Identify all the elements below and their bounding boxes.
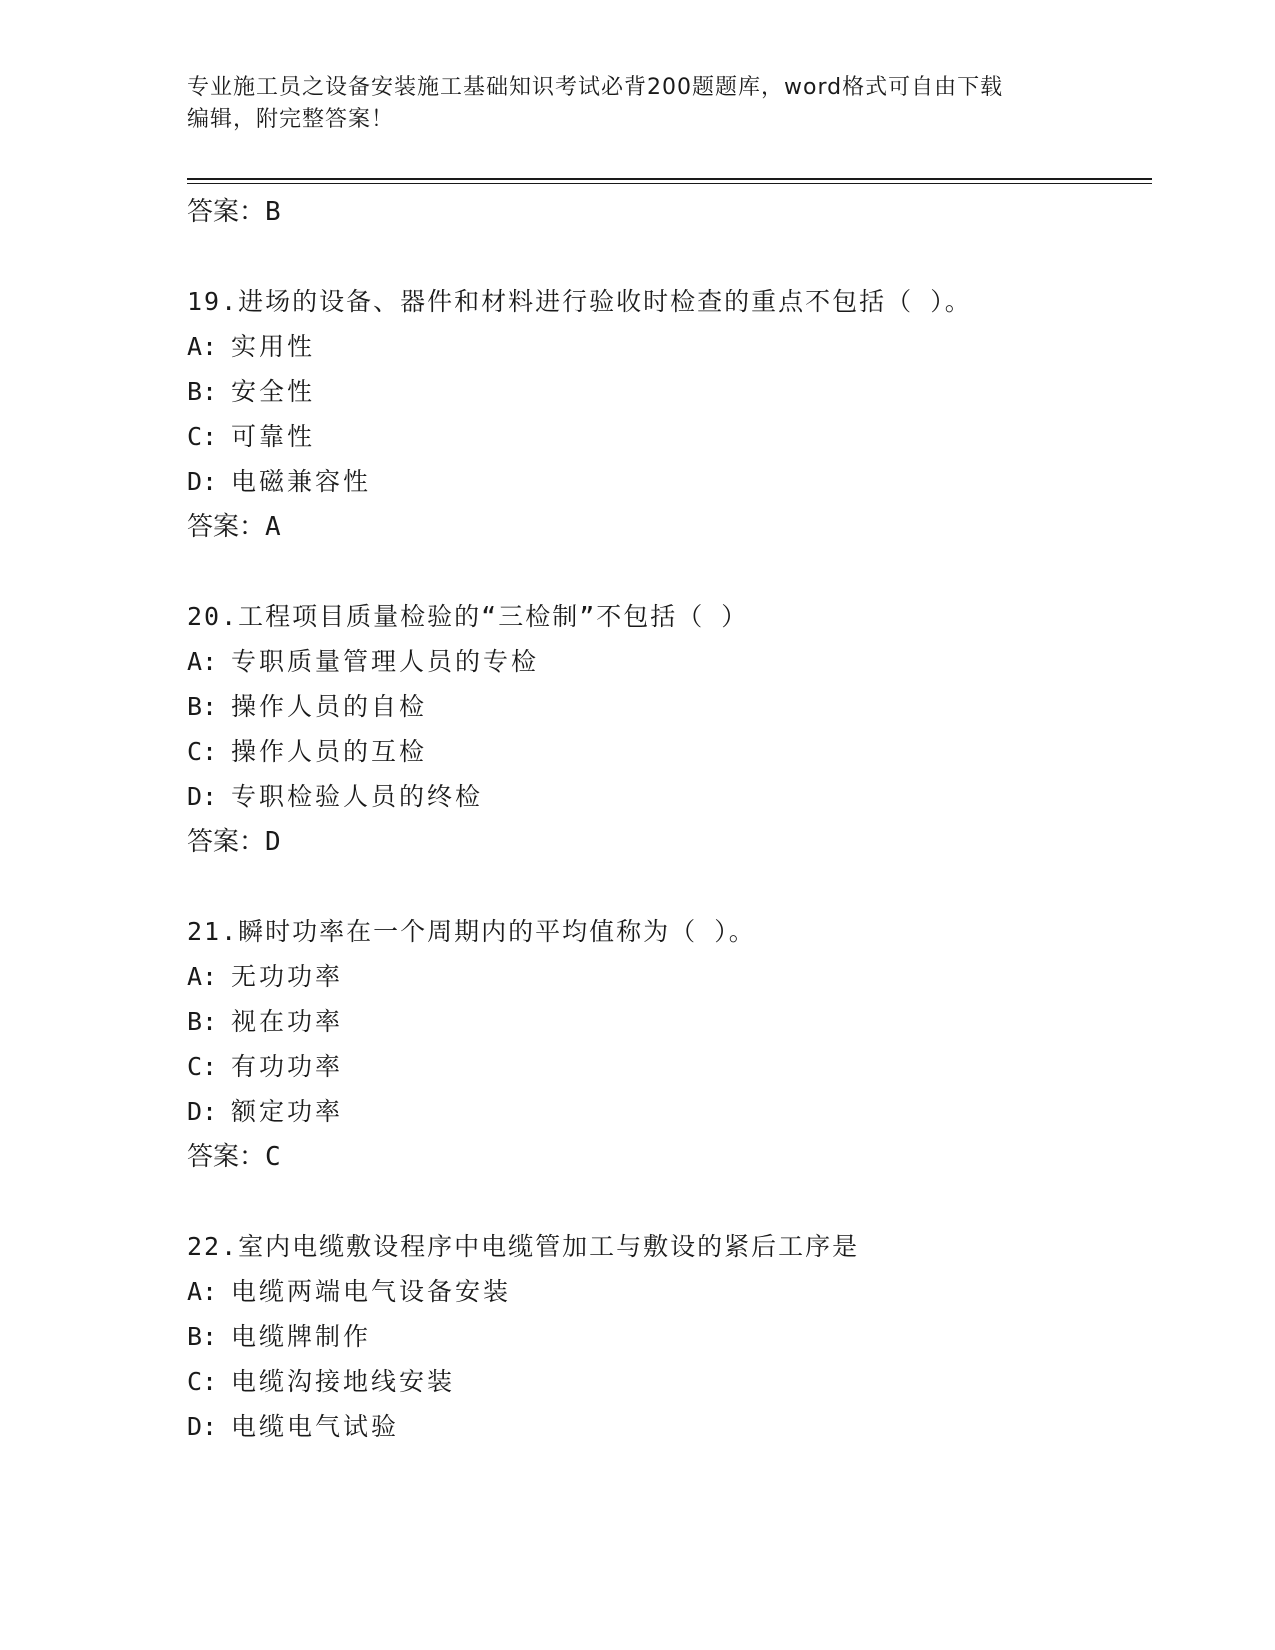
answer-value: A	[265, 512, 281, 542]
option-c	[187, 414, 1147, 459]
answer-label: 答案：	[187, 827, 266, 857]
header-title-line-1: 专业施工员之设备安装施工基础知识考试必背200题题库，word格式可自由下载	[187, 75, 1004, 100]
option-text: 额定功率	[231, 1097, 344, 1126]
question-block	[187, 279, 1147, 550]
question-text: 20.工程项目质量检验的“三检制”不包括（ ）	[187, 602, 749, 631]
option-key: B:	[187, 1007, 218, 1036]
option-key: B:	[187, 692, 218, 721]
question-block	[187, 1224, 1147, 1449]
answer-line	[187, 504, 1147, 550]
header-divider-thick	[187, 178, 1152, 180]
option-text: 实用性	[231, 332, 316, 361]
option-text: 电缆沟接地线安装	[231, 1367, 456, 1396]
spacer	[187, 550, 1147, 594]
question-text: 19.进场的设备、器件和材料进行验收时检查的重点不包括（ ）。	[187, 287, 972, 316]
answer-label: 答案：	[187, 197, 266, 227]
spacer	[187, 1180, 1147, 1224]
option-text: 视在功率	[231, 1007, 344, 1036]
option-c	[187, 1044, 1147, 1089]
option-b	[187, 1314, 1147, 1359]
answer-label: 答案：	[187, 512, 266, 542]
option-b	[187, 684, 1147, 729]
spacer	[187, 235, 1147, 279]
option-text: 可靠性	[231, 422, 316, 451]
answer-value: D	[265, 827, 281, 857]
option-key: A:	[187, 647, 218, 676]
option-d	[187, 1089, 1147, 1134]
option-text: 电缆牌制作	[231, 1322, 372, 1351]
option-key: C:	[187, 737, 218, 766]
option-key: A:	[187, 962, 218, 991]
option-key: C:	[187, 1367, 218, 1396]
option-key: D:	[187, 1097, 218, 1126]
option-a	[187, 639, 1147, 684]
option-text: 电磁兼容性	[231, 467, 372, 496]
question-text: 21.瞬时功率在一个周期内的平均值称为（ ）。	[187, 917, 756, 946]
option-key: A:	[187, 1277, 218, 1306]
option-a	[187, 954, 1147, 999]
option-c	[187, 729, 1147, 774]
option-text: 电缆两端电气设备安装	[231, 1277, 512, 1306]
question-list	[187, 189, 1147, 1449]
option-key: A:	[187, 332, 218, 361]
option-text: 操作人员的自检	[231, 692, 428, 721]
option-a	[187, 1269, 1147, 1314]
option-d	[187, 774, 1147, 819]
option-c	[187, 1359, 1147, 1404]
answer-label: 答案：	[187, 1142, 266, 1172]
option-key: D:	[187, 1412, 218, 1441]
option-text: 操作人员的互检	[231, 737, 428, 766]
option-text: 安全性	[231, 377, 316, 406]
option-key: C:	[187, 422, 218, 451]
option-d	[187, 1404, 1147, 1449]
answer-line	[187, 819, 1147, 865]
answer-value: C	[265, 1142, 281, 1172]
answer-value: B	[265, 197, 281, 227]
spacer	[187, 865, 1147, 909]
option-text: 专职检验人员的终检	[231, 782, 484, 811]
document-header	[187, 72, 1087, 136]
option-text: 专职质量管理人员的专检	[231, 647, 540, 676]
option-a	[187, 324, 1147, 369]
question-block	[187, 594, 1147, 865]
header-divider-thin	[187, 183, 1152, 184]
answer-line	[187, 1134, 1147, 1180]
option-key: C:	[187, 1052, 218, 1081]
answer-line	[187, 189, 1147, 235]
header-title-line-2: 编辑，附完整答案！	[187, 107, 395, 132]
option-text: 有功功率	[231, 1052, 344, 1081]
option-key: D:	[187, 467, 218, 496]
question-text: 22.室内电缆敷设程序中电缆管加工与敷设的紧后工序是	[187, 1232, 860, 1261]
option-b	[187, 999, 1147, 1044]
option-text: 电缆电气试验	[231, 1412, 400, 1441]
question-block	[187, 909, 1147, 1180]
option-key: B:	[187, 377, 218, 406]
option-d	[187, 459, 1147, 504]
option-key: B:	[187, 1322, 218, 1351]
option-b	[187, 369, 1147, 414]
option-text: 无功功率	[231, 962, 344, 991]
option-key: D:	[187, 782, 218, 811]
